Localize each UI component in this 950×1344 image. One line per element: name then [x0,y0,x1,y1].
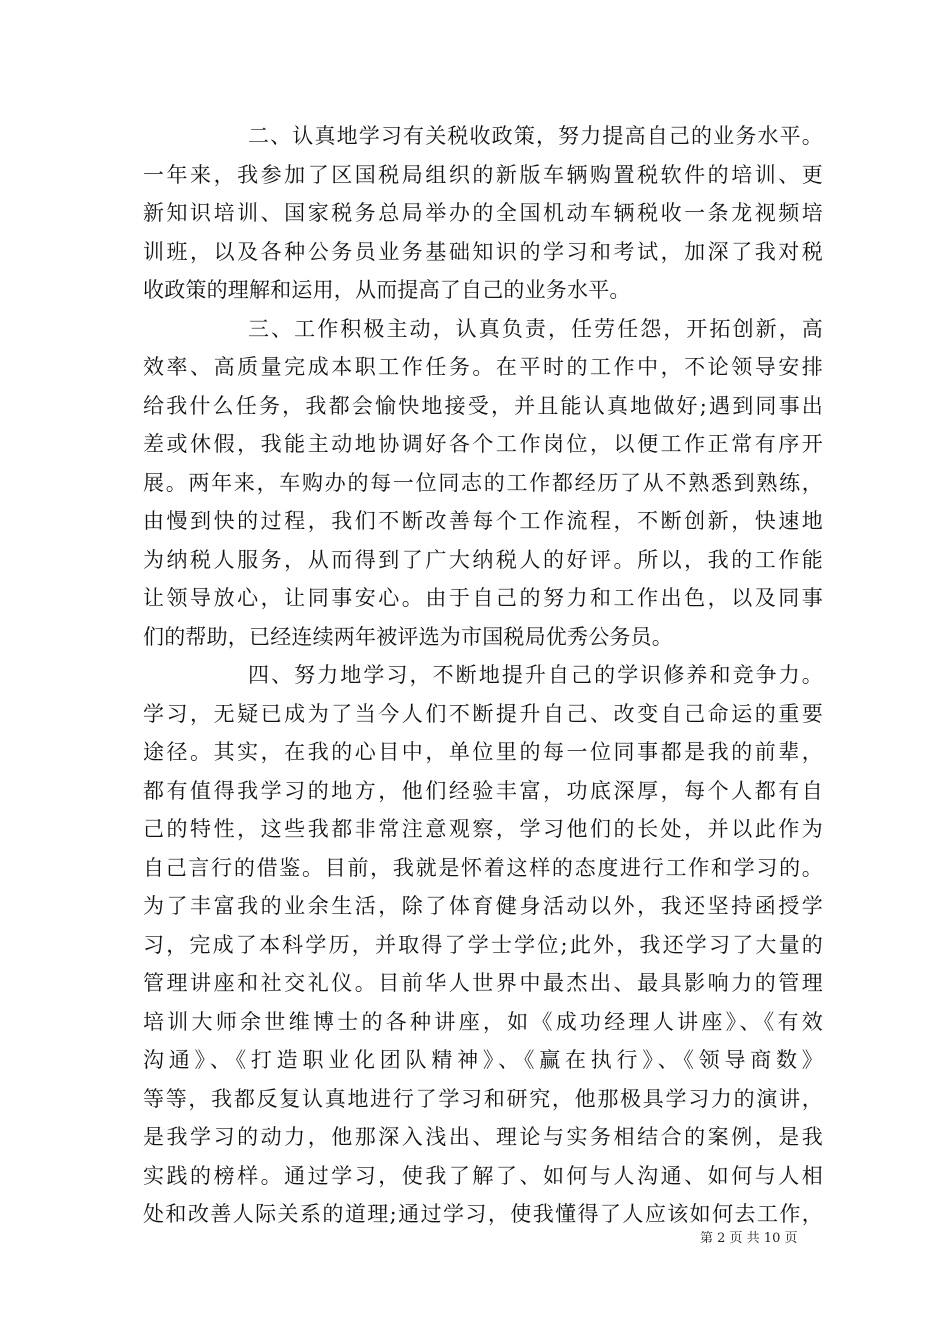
text-line: 训班，以及各种公务员业务基础知识的学习和考试，加深了我对税 [143,239,823,264]
text-line: 为纳税人服务，从而得到了广大纳税人的好评。所以，我的工作能 [143,547,823,572]
text-line: 管理讲座和社交礼仪。目前华人世界中最杰出、最具影响力的管理 [143,971,823,995]
text-line: 都有值得我学习的地方，他们经验丰富，功底深厚，每个人都有自 [143,778,823,803]
text-line: 们的帮助，已经连续两年被评选为市国税局优秀公务员。 [143,624,673,649]
paragraph-3-heading: 三、工作积极主动，认真负责，任劳任怨，开拓创新，高 [248,316,823,341]
text-line: 等等，我都反复认真地进行了学习和研究，他那极具学习力的演讲， [143,1086,823,1111]
text-line: 展。两年来，车购办的每一位同志的工作都经历了从不熟悉到熟练， [143,470,823,495]
text-line: 由慢到快的过程，我们不断改善每个工作流程，不断创新，快速地 [143,509,823,533]
text-line: 让领导放心，让同事安心。由于自己的努力和工作出色，以及同事 [143,586,823,610]
text-line: 新知识培训、国家税务总局举办的全国机动车辆税收一条龙视频培 [143,201,823,225]
text-line: 沟通》、《打造职业化团队精神》、《赢在执行》、《领导商数》 [143,1048,823,1072]
text-line: 差或休假，我能主动地协调好各个工作岗位，以便工作正常有序开 [143,432,823,456]
text-line: 培训大师余世维博士的各种讲座，如《成功经理人讲座》、《有效 [143,1009,823,1034]
text-line: 己的特性，这些我都非常注意观察，学习他们的长处，并以此作为 [143,817,823,841]
text-line: 学习，无疑已成为了当今人们不断提升自己、改变自己命运的重要 [143,701,823,726]
text-line: 是我学习的动力，他那深入浅出、理论与实务相结合的案例，是我 [143,1125,823,1149]
page-number-footer: 第 2 页 共 10 页 [700,1231,798,1246]
text-line: 途径。其实，在我的心目中，单位里的每一位同事都是我的前辈， [143,740,823,764]
paragraph-2-heading: 二、认真地学习有关税收政策，努力提高自己的业务水平。 [248,124,823,148]
text-line: 习，完成了本科学历，并取得了学士学位;此外，我还学习了大量的 [143,932,823,957]
text-line: 自己言行的借鉴。目前，我就是怀着这样的态度进行工作和学习的。 [143,855,823,880]
text-line: 为了丰富我的业余生活，除了体育健身活动以外，我还坚持函授学 [143,894,823,918]
paragraph-4-heading: 四、努力地学习，不断地提升自己的学识修养和竞争力。 [248,663,823,687]
document-body [143,117,823,1234]
text-line: 效率、高质量完成本职工作任务。在平时的工作中，不论领导安排 [143,355,823,379]
text-line: 收政策的理解和运用，从而提高了自己的业务水平。 [143,278,631,302]
text-line: 给我什么任务，我都会愉快地接受，并且能认真地做好;遇到同事出 [143,393,823,418]
text-line: 一年来，我参加了区国税局组织的新版车辆购置税软件的培训、更 [143,162,823,187]
text-line: 处和改善人际关系的道理;通过学习，使我懂得了人应该如何去工作， [143,1202,823,1226]
text-line: 实践的榜样。通过学习，使我了解了、如何与人沟通、如何与人相 [143,1163,823,1188]
